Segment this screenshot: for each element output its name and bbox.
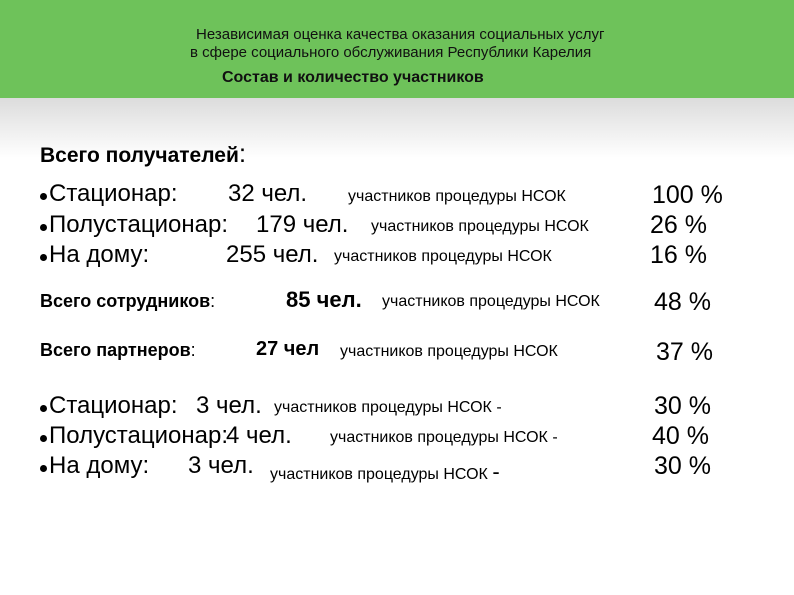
row-note: участников процедуры НСОК bbox=[348, 188, 566, 205]
list-item bbox=[40, 180, 178, 208]
list-item bbox=[40, 392, 178, 420]
header-subtitle: Состав и количество участников bbox=[222, 69, 484, 86]
row-label: Полустационар: bbox=[49, 422, 228, 449]
row-percent: 30 % bbox=[654, 452, 711, 480]
partners-percent: 37 % bbox=[656, 338, 713, 366]
row-label: На дому: bbox=[49, 452, 150, 479]
row-percent: 40 % bbox=[652, 422, 709, 450]
list-item bbox=[40, 241, 149, 269]
row-note: участников процедуры НСОК - bbox=[330, 429, 558, 446]
bullet-icon bbox=[40, 193, 47, 200]
row-note bbox=[270, 459, 500, 485]
row-count: 179 чел. bbox=[256, 211, 349, 238]
partners-colon: : bbox=[190, 340, 196, 360]
row-count: 3 чел. bbox=[188, 452, 254, 479]
bullet-icon bbox=[40, 224, 47, 231]
row-note-text: участников процедуры НСОК bbox=[270, 466, 488, 483]
row-dash: - bbox=[492, 459, 500, 484]
row-count: 4 чел. bbox=[226, 422, 292, 449]
recipients-title: Всего получателей bbox=[40, 144, 239, 167]
partners-title: Всего партнеров bbox=[40, 340, 191, 360]
bullet-icon bbox=[40, 254, 47, 261]
row-label: Полустационар: bbox=[49, 211, 228, 238]
header-title-line1: Независимая оценка качества оказания социальных услуг bbox=[196, 26, 605, 43]
header-title-line2: в сфере социального обслуживания Республики Карелия bbox=[190, 44, 592, 61]
list-item bbox=[40, 211, 228, 239]
recipients-colon: : bbox=[238, 138, 247, 168]
partners-note: участников процедуры НСОК bbox=[340, 343, 558, 360]
bullet-icon bbox=[40, 465, 47, 472]
bullet-icon bbox=[40, 405, 47, 412]
employees-percent: 48 % bbox=[654, 288, 711, 316]
row-count: 255 чел. bbox=[226, 241, 319, 268]
employees-label bbox=[40, 291, 215, 312]
row-note: участников процедуры НСОК bbox=[371, 218, 589, 235]
row-percent: 30 % bbox=[654, 392, 711, 420]
row-note: участников процедуры НСОК - bbox=[274, 399, 502, 416]
employees-colon: : bbox=[210, 291, 216, 311]
row-percent: 16 % bbox=[650, 241, 707, 269]
header-banner bbox=[0, 0, 794, 98]
row-percent: 26 % bbox=[650, 211, 707, 239]
list-item bbox=[40, 452, 149, 480]
row-label: Стационар: bbox=[49, 392, 178, 419]
list-item bbox=[40, 422, 228, 450]
partners-label bbox=[40, 340, 196, 361]
employees-title: Всего сотрудников bbox=[40, 291, 211, 311]
partners-count: 27 чел bbox=[256, 338, 320, 360]
row-count: 3 чел. bbox=[196, 392, 262, 419]
employees-count: 85 чел. bbox=[286, 287, 362, 312]
row-label: Стационар: bbox=[49, 180, 178, 207]
bullet-icon bbox=[40, 435, 47, 442]
recipients-heading bbox=[40, 138, 246, 169]
employees-note: участников процедуры НСОК bbox=[382, 293, 600, 310]
row-label: На дому: bbox=[49, 241, 150, 268]
row-note: участников процедуры НСОК bbox=[334, 248, 552, 265]
row-percent: 100 % bbox=[652, 181, 723, 209]
row-count: 32 чел. bbox=[228, 180, 308, 207]
